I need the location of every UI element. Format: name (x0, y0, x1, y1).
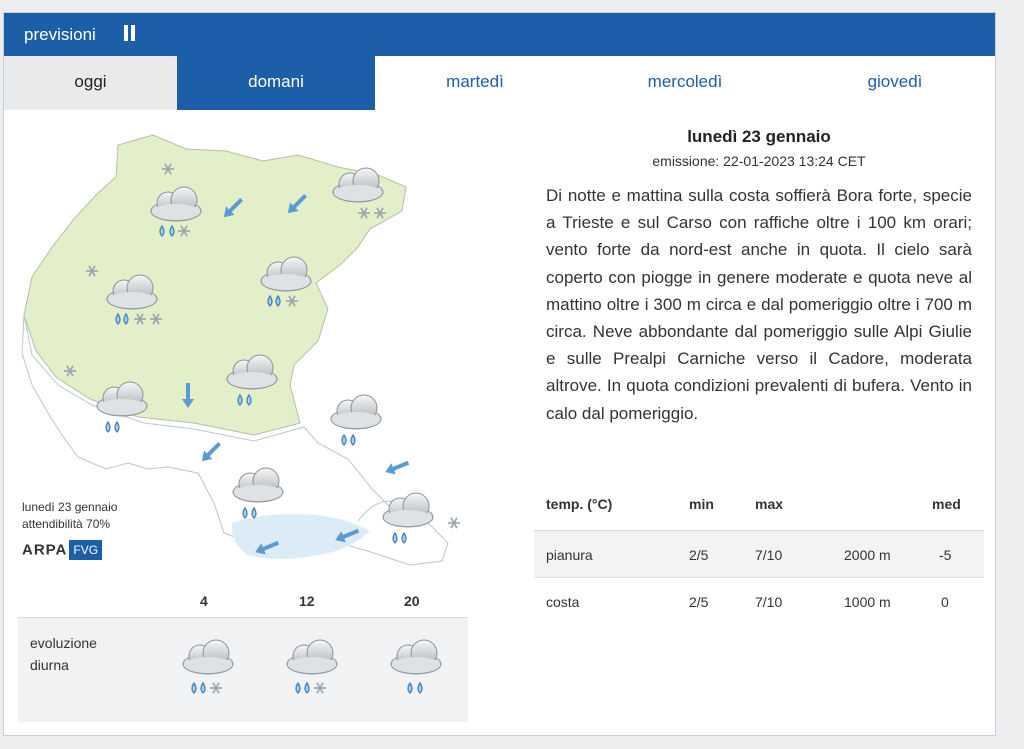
map-weather-symbol (331, 395, 381, 445)
row-min: 2/5 (689, 594, 709, 610)
emission-time: emissione: 22-01-2023 13:24 CET (652, 153, 866, 169)
row-max: 7/10 (755, 547, 783, 563)
col-max: max (755, 496, 784, 512)
evolution-label: evoluzione diurna (30, 635, 97, 673)
forecast-panel (3, 12, 996, 736)
row-altitude: 1000 m (844, 594, 891, 610)
tab-domani[interactable]: domani (177, 56, 375, 110)
rain-snow-icon (176, 630, 240, 710)
table-header (534, 480, 984, 531)
hour-label: 12 (299, 593, 315, 609)
row-max: 7/10 (755, 594, 783, 610)
table-row (534, 531, 984, 578)
tab-martedi[interactable]: martedì (446, 72, 504, 91)
wind-arrow-icon (383, 457, 411, 477)
map-date: lunedì 23 gennaio (22, 500, 118, 514)
logo-arpa: ARPA (22, 541, 68, 559)
row-label: costa (546, 594, 580, 610)
map-info (22, 499, 117, 533)
map-reliability: attendibilità 70% (22, 517, 111, 531)
rain-snow-icon (280, 630, 344, 710)
row-altitude: 2000 m (844, 547, 891, 563)
col-temp: temp. (°C) (546, 496, 613, 512)
col-min: min (689, 496, 714, 512)
row-label: pianura (546, 547, 593, 563)
hour-label: 20 (404, 593, 420, 609)
forecast-text: Di notte e mattina sulla costa soffierà Bora forte, specie a Trieste e sul Carso con raffiche oltre i 100 km orari; vento forte da nord-est anche in quota. Il cielo sarà coperto con piogge in genere moderate e quota neve al mattino oltre i 300 m circa e dal pomeriggio oltre i 700 m circa. Neve abbondante dal pomeriggio sulle Alpi Giulie e sulle Prealpi Carniche verso il Cadore, moderata altrove. In quota condizioni prevalenti di bufera. Vento in calo dal pomeriggio. (546, 186, 972, 423)
tab-giovedi[interactable]: giovedì (867, 72, 923, 91)
col-med: med (932, 496, 961, 512)
day-tabs (4, 56, 995, 110)
row-med: -5 (939, 547, 952, 563)
rain-icon (384, 630, 448, 710)
temperature-table (534, 480, 984, 624)
pause-icon[interactable] (124, 25, 136, 41)
tab-oggi[interactable]: oggi (4, 56, 177, 110)
forecast-date: lunedì 23 gennaio (687, 127, 831, 146)
logo-fvg: FVG (69, 540, 102, 560)
hours-row (18, 581, 468, 618)
row-med: 0 (941, 594, 949, 610)
hour-label: 4 (200, 593, 208, 609)
table-row (534, 578, 984, 624)
tab-mercoledi[interactable]: mercoledì (647, 72, 723, 91)
daily-evolution (18, 618, 468, 722)
arpa-fvg-logo (22, 540, 102, 560)
header-bar (4, 13, 995, 56)
header-title: previsioni (24, 25, 96, 44)
row-min: 2/5 (689, 547, 709, 563)
